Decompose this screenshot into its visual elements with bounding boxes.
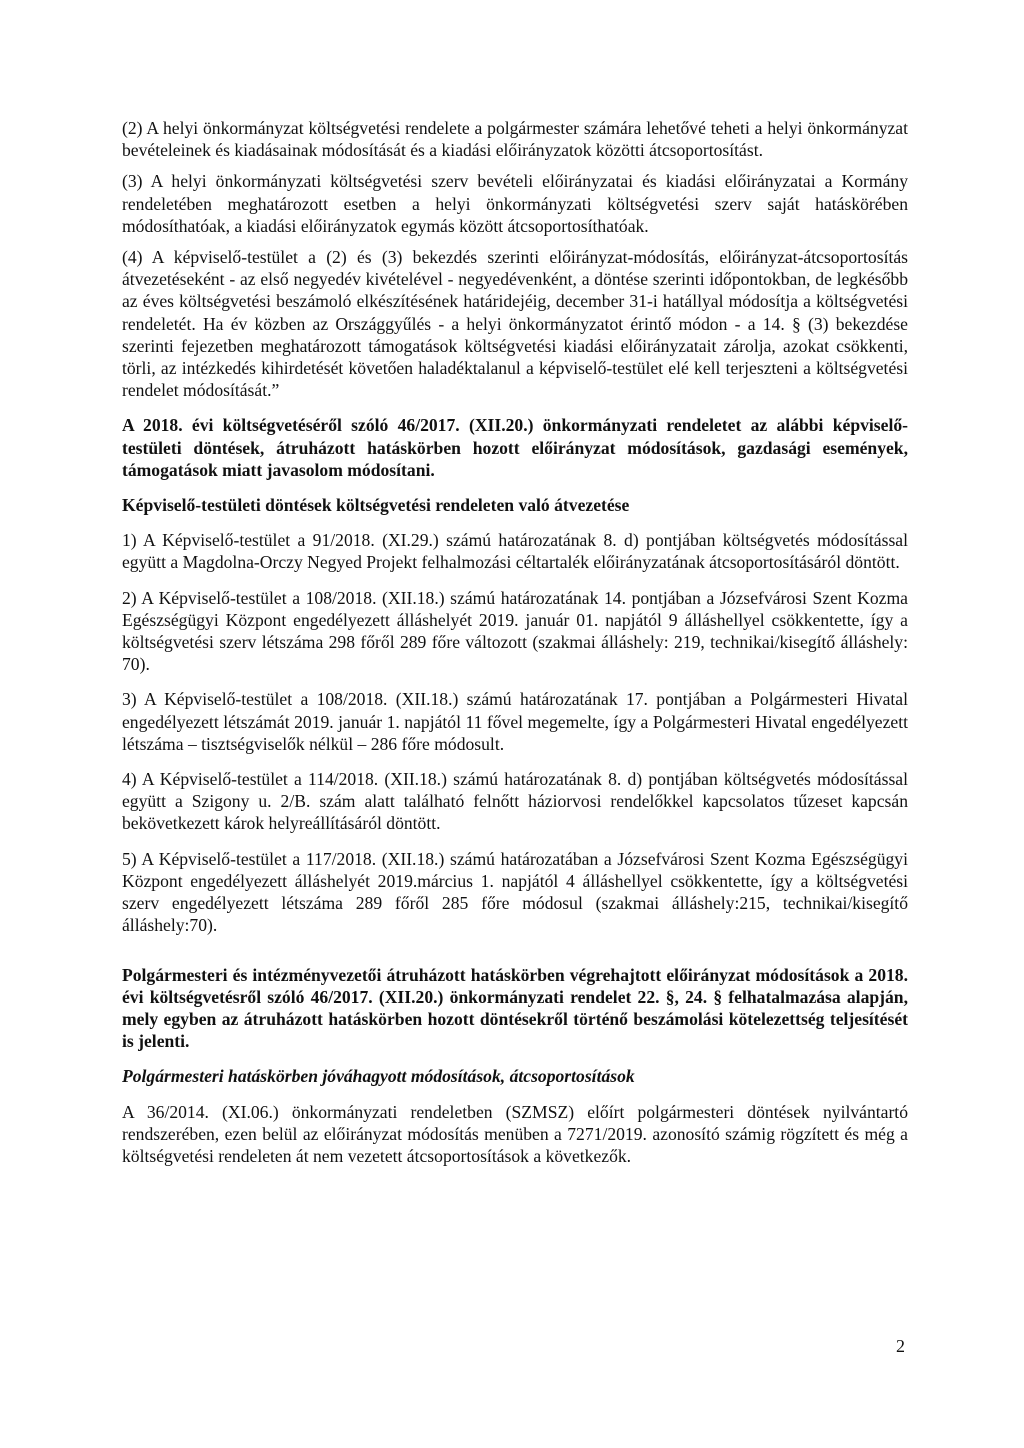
document-page	[122, 117, 908, 1167]
decision-item-5: 5) A Képviselő-testület a 117/2018. (XII.18.) számú határozatában a Józsefvárosi Szent Kozma Egészségügyi Központ engedélyezett álláshelyét 2019.március 1. napjától 4 álláshellyel csökkentette, így a költségvetési szerv engedélyezett létszáma 289 főről 285 főre módosul (szakmai álláshely:215, technikai/kisegítő álláshely:70).	[122, 848, 908, 936]
paragraph-2: (2) A helyi önkormányzat költségvetési rendelete a polgármester számára lehetővé teheti a helyi önkormányzat bevételeinek és kiadásainak módosítását és a kiadási előirányzatok közötti átcsoportosítást.	[122, 118, 908, 161]
decision-item-3: 3) A Képviselő-testület a 108/2018. (XII.18.) számú határozatának 17. pontjában a Polgármesteri Hivatal engedélyezett létszámát 2019. január 1. napjától 11 fővel megemelte, így a Polgármesteri Hivatal engedélyezett létszáma – tisztségviselők nélkül – 286 főre módosult.	[122, 689, 908, 754]
decision-item-4: 4) A Képviselő-testület a 114/2018. (XII.18.) számú határozatának 8. d) pontjában költségvetés módosítással együtt a Szigony u. 2/B. szám alatt található felnőtt háziorvosi rendelőkkel kapcsolatos tűzeset kapcsán bekövetkezett károk helyreállításáról döntött.	[122, 769, 908, 834]
section-heading-decisions: Képviselő-testületi döntések költségvetési rendeleten való átvezetése	[122, 495, 630, 516]
decision-item-1: 1) A Képviselő-testület a 91/2018. (XI.29.) számú határozatának 8. d) pontjában költségvetés módosítással együtt a Magdolna-Orczy Negyed Projekt felhalmozási céltartalék előirányzatának átcsoportosításáról döntött.	[122, 530, 908, 573]
closing-paragraph: A 36/2014. (XI.06.) önkormányzati rendeletben (SZMSZ) előírt polgármesteri döntések nyilvántartó rendszerében, ezen belül az előirányzat módosítás menüben a 7271/2019. azonosító számig rögzített és még a költségvetési rendeleten át nem vezetett átcsoportosítások a következők.	[122, 1101, 908, 1166]
page-number: 2	[896, 1336, 905, 1356]
intro-bold-paragraph: A 2018. évi költségvetéséről szóló 46/2017. (XII.20.) önkormányzati rendeletet az alábbi képviselő-testületi döntések, átruházott hatáskörben hozott előirányzat módosítások, gazdasági események, támogatások miatt javasolom módosítani.	[122, 415, 908, 480]
paragraph-4: (4) A képviselő-testület a (2) és (3) bekezdés szerinti előirányzat-módosítás, előirányzat-átcsoportosítás átvezetéseként - az első negyedév kivételével - negyedévenként, a döntése szerinti időpontokban, de legkésőbb az éves költségvetési beszámoló elkészítésének határidejéig, december 31-i hatállyal módosítja a költségvetési rendeletét. Ha év közben az Országgyűlés - a helyi önkormányzatot érintő módon - a 14. § (3) bekezdése szerinti fejezetben meghatározott támogatások költségvetési kiadási előirányzatait zárolja, azokat csökkenti, törli, az intézkedés kihirdetését követően haladéktalanul a képviselő-testület elé kell terjeszteni a költségvetési rendelet módosítását.”	[122, 247, 908, 401]
paragraph-3: (3) A helyi önkormányzati költségvetési szerv bevételi előirányzatai és kiadási előirányzatai a Kormány rendeletében meghatározott esetben a helyi önkormányzati költségvetési szerv saját hatáskörében módosíthatóak, a kiadási előirányzatok egymás között átcsoportosíthatóak.	[122, 171, 908, 236]
section-heading-delegated: Polgármesteri és intézményvezetői átruházott hatáskörben végrehajtott előirányzat módosítások a 2018. évi költségvetésről szóló 46/2017. (XII.20.) önkormányzati rendelet 22. §, 24. § felhatalmazása alapján, mely egyben az átruházott hatáskörben hozott döntésekről történő beszámolási kötelezettség teljesítését is jelenti.	[122, 964, 908, 1052]
decision-item-2: 2) A Képviselő-testület a 108/2018. (XII.18.) számú határozatának 14. pontjában a Józsefvárosi Szent Kozma Egészségügyi Központ engedélyezett álláshelyét 2019. január 01. napjától 9 álláshellyel csökkentette, így a költségvetési szerv létszáma 298 főről 289 főre változott (szakmai álláshely: 219, technikai/kisegítő álláshely: 70).	[122, 587, 908, 675]
subheading-mayor-approved: Polgármesteri hatáskörben jóváhagyott módosítások, átcsoportosítások	[122, 1066, 635, 1087]
